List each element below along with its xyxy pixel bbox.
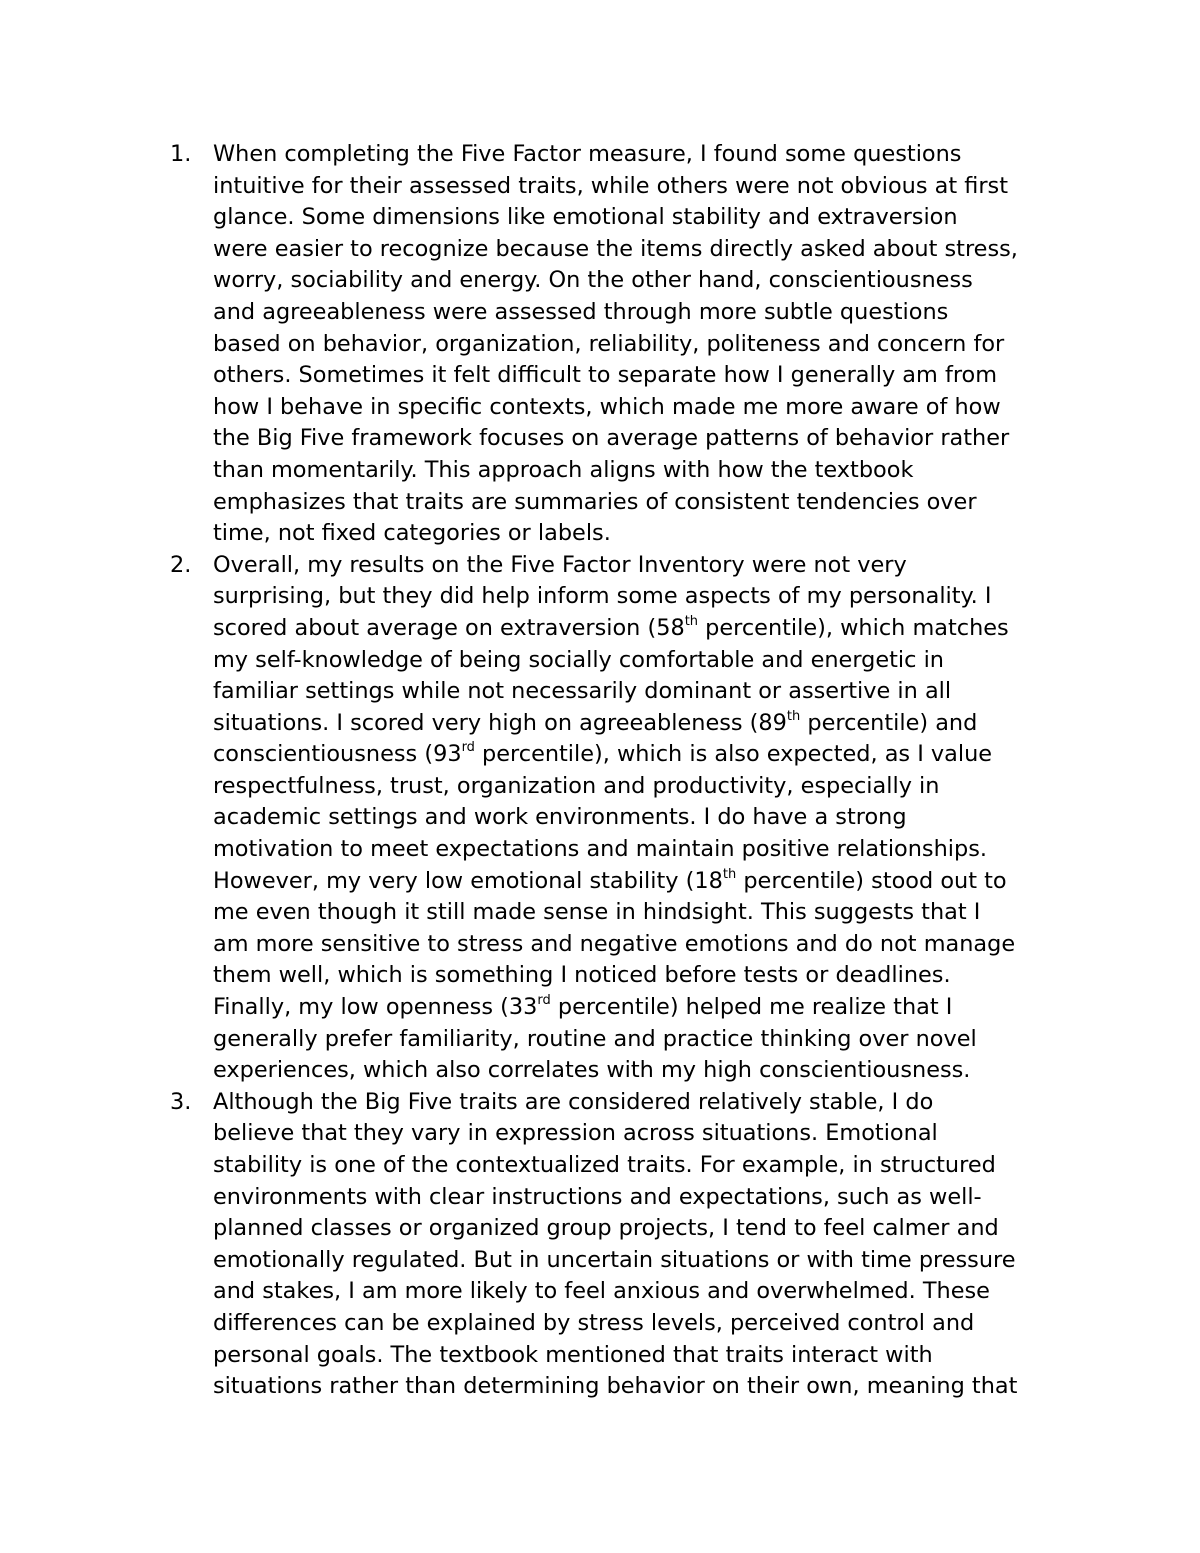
line-text: personal goals. The textbook mentioned that traits interact with [213, 1341, 933, 1368]
text-line [213, 1245, 1070, 1277]
line-text: situations rather than determining behavior on their own, meaning that [213, 1373, 1018, 1400]
line-text: environments with clear instructions and expectations, such as well- [213, 1183, 982, 1210]
text-line [213, 234, 1070, 266]
text-line [213, 1276, 1070, 1308]
line-text: Although the Big Five traits are considered relatively stable, I do [213, 1088, 934, 1115]
text-line [213, 613, 1070, 645]
line-text: surprising, but they did help inform some aspects of my personality. I [213, 583, 992, 610]
ordinal-superscript: th [722, 866, 737, 882]
text-line [213, 1182, 1070, 1214]
text-line [213, 1371, 1070, 1403]
line-text: my self-knowledge of being socially comfortable and energetic in [213, 646, 944, 673]
text-line [213, 171, 1070, 203]
line-text: and stakes, I am more likely to feel anxious and overwhelmed. These [213, 1278, 990, 1305]
ordinal-superscript: rd [461, 740, 475, 756]
text-line [213, 1024, 1070, 1056]
line-text: worry, sociability and energy. On the other hand, conscientiousness [213, 267, 973, 294]
line-text: them well, which is something I noticed before tests or deadlines. [213, 962, 951, 989]
text-line [213, 581, 1070, 613]
text-line [213, 423, 1070, 455]
text-line [213, 834, 1070, 866]
line-text: me even though it still made sense in hindsight. This suggests that I [213, 899, 981, 926]
line-text: scored about average on extraversion (58 [213, 614, 685, 641]
list-item-number: 1. [170, 141, 192, 167]
text-line [213, 297, 1070, 329]
text-line [213, 960, 1070, 992]
text-line [213, 1118, 1070, 1150]
line-text: were easier to recognize because the items directly asked about stress, [213, 235, 1018, 262]
line-text-continued: percentile), which is also expected, as I value [474, 741, 993, 768]
list-item [170, 1087, 1070, 1403]
text-line [213, 929, 1070, 961]
text-line [213, 550, 1070, 582]
list-item-number: 3. [170, 1088, 192, 1115]
line-text: academic settings and work environments. I do have a strong [213, 804, 907, 831]
ordinal-superscript: th [786, 708, 801, 724]
list-item [170, 139, 1070, 550]
line-text-continued: percentile) helped me realize that I [550, 994, 953, 1021]
text-line [213, 771, 1070, 803]
line-text: time, not fixed categories or labels. [213, 520, 611, 547]
line-text: However, my very low emotional stability (18 [213, 867, 723, 894]
text-line [213, 802, 1070, 834]
line-text: others. Sometimes it felt difficult to separate how I generally am from [213, 362, 998, 389]
line-text: experiences, which also correlates with my high conscientiousness. [213, 1057, 971, 1084]
text-line [213, 992, 1070, 1024]
numbered-list [170, 139, 1070, 1403]
ordinal-superscript: th [684, 613, 699, 629]
line-text: how I behave in specific contexts, which made me more aware of how [213, 393, 1001, 420]
line-text: Overall, my results on the Five Factor Inventory were not very [213, 551, 907, 578]
text-line [213, 518, 1070, 550]
line-text: planned classes or organized group projects, I tend to feel calmer and [213, 1215, 999, 1242]
text-line [213, 645, 1070, 677]
line-text: the Big Five framework focuses on average patterns of behavior rather [213, 425, 1010, 452]
text-line [213, 202, 1070, 234]
text-line [213, 455, 1070, 487]
text-line [213, 139, 1070, 171]
line-text: When completing the Five Factor measure, I found some questions [213, 141, 962, 167]
text-line [213, 329, 1070, 361]
line-text: stability is one of the contextualized traits. For example, in structured [213, 1152, 996, 1178]
ordinal-superscript: rd [537, 993, 551, 1009]
line-text: am more sensitive to stress and negative emotions and do not manage [213, 930, 1016, 957]
text-line [213, 739, 1070, 771]
text-line [213, 676, 1070, 708]
text-line [213, 1308, 1070, 1340]
list-item-number: 2. [170, 551, 192, 578]
text-line [213, 708, 1070, 740]
line-text: believe that they vary in expression across situations. Emotional [213, 1120, 938, 1147]
text-line [213, 1055, 1070, 1087]
text-line [213, 392, 1070, 424]
line-text: differences can be explained by stress levels, perceived control and [213, 1309, 975, 1336]
line-text: glance. Some dimensions like emotional stability and extraversion [213, 204, 958, 231]
line-text: respectfulness, trust, organization and productivity, especially in [213, 772, 940, 799]
line-text: situations. I scored very high on agreeableness (89 [213, 709, 787, 736]
line-text: based on behavior, organization, reliability, politeness and concern for [213, 330, 1005, 357]
text-line [213, 1340, 1070, 1372]
line-text-continued: percentile) and [800, 709, 978, 736]
text-line [213, 360, 1070, 392]
text-line [213, 1087, 1070, 1119]
line-text-continued: percentile), which matches [698, 614, 1009, 641]
line-text: emotionally regulated. But in uncertain situations or with time pressure [213, 1246, 1016, 1273]
list-item [170, 550, 1070, 1087]
line-text: Finally, my low openness (33 [213, 994, 538, 1021]
text-line [213, 866, 1070, 898]
line-text: emphasizes that traits are summaries of consistent tendencies over [213, 488, 977, 515]
line-text: generally prefer familiarity, routine and practice thinking over novel [213, 1025, 977, 1052]
line-text: than momentarily. This approach aligns with how the textbook [213, 456, 914, 483]
line-text: intuitive for their assessed traits, while others were not obvious at first [213, 172, 1008, 199]
line-text: and agreeableness were assessed through more subtle questions [213, 298, 949, 325]
text-line [213, 897, 1070, 929]
text-line [213, 1213, 1070, 1245]
line-text-continued: percentile) stood out to [736, 867, 1007, 894]
text-line [213, 265, 1070, 297]
line-text: conscientiousness (93 [213, 741, 462, 768]
line-text: motivation to meet expectations and maintain positive relationships. [213, 836, 987, 863]
line-text: familiar settings while not necessarily dominant or assertive in all [213, 678, 952, 705]
text-line [213, 1150, 1070, 1182]
text-line [213, 487, 1070, 519]
